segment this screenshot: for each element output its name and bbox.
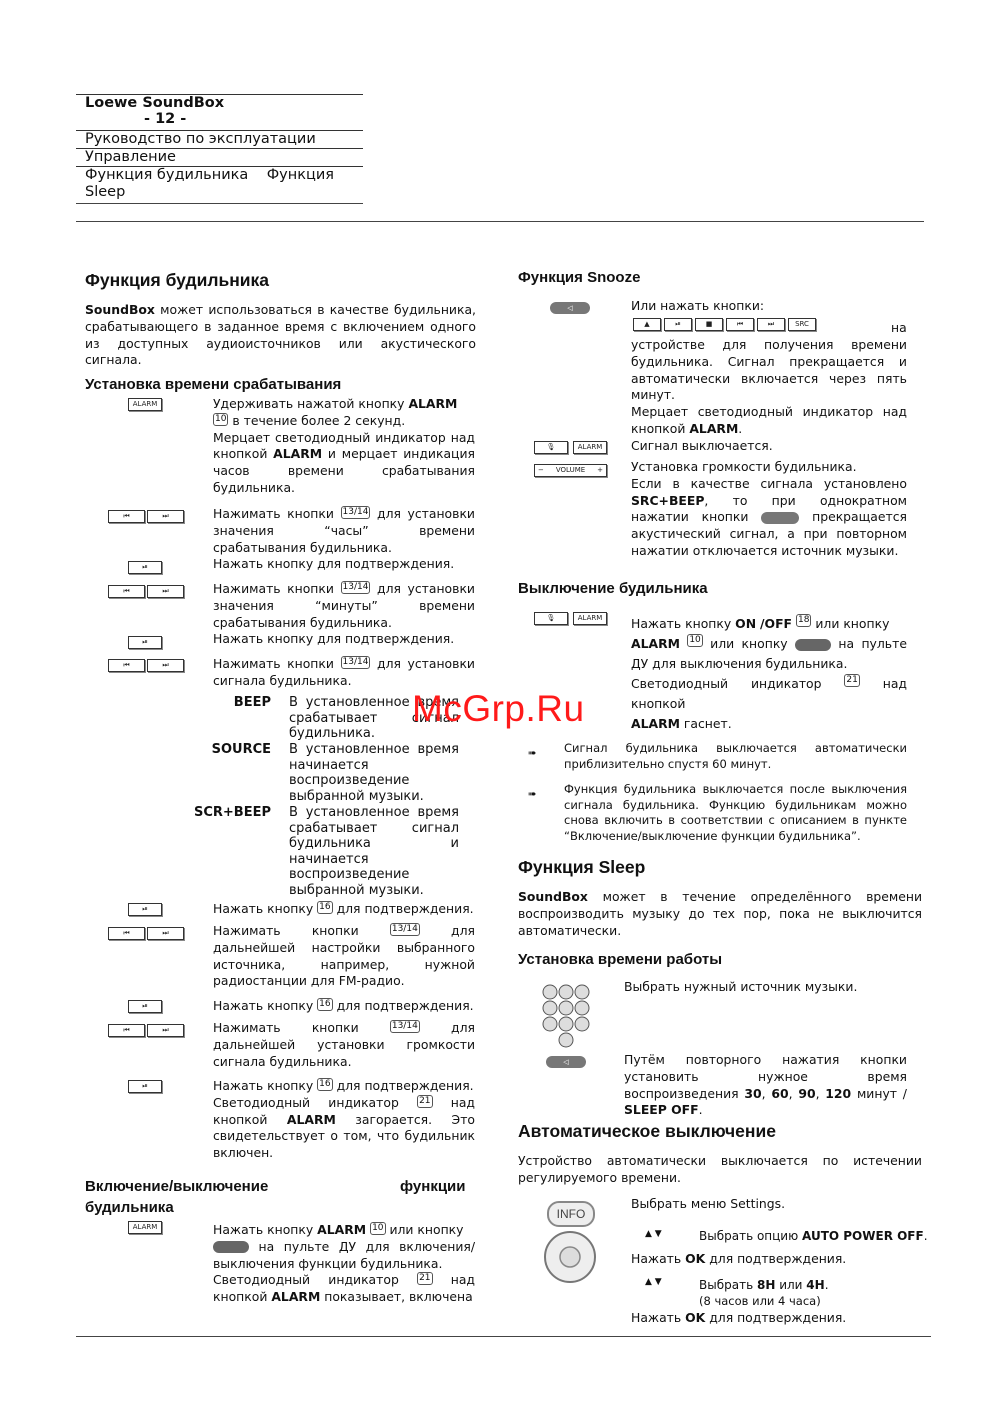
option-beep-label: BEEP — [233, 695, 271, 710]
step-6-text: Нажимать кнопки 13/14 для дальнейшей настройки выбранного источника, например, нужной радиостанции для FM-радио. — [213, 923, 475, 989]
onoff-title-b: функции — [400, 1178, 466, 1195]
sleep-b: Путём повторного нажатия кнопки установить нужное время воспроизведения 30, 60, 90, 120 минут / SLEEP OFF. — [624, 1052, 907, 1118]
step-8-text: Нажимать кнопки 13/14 для дальнейшей установки громкости сигнала будильника. — [213, 1020, 475, 1069]
step-7-text: Нажать кнопку 16 для подтверждения. — [213, 998, 474, 1013]
auto-k: (8 часов или 4 часа) — [699, 1294, 821, 1308]
mic-button-icon: 🎙 — [534, 441, 568, 454]
snooze-button-icon — [761, 512, 799, 524]
note-arrow-icon: ➠ — [528, 748, 537, 759]
onoff-title-c: будильника — [85, 1199, 174, 1216]
play-button-icon: ⏯ — [128, 1000, 162, 1013]
prev-button-icon: ⏮ — [108, 927, 145, 940]
prev-button-icon: ⏮ — [726, 318, 754, 331]
onoff-text: Нажать кнопку ALARM 10 или кнопку на пульте ДУ для включения/ выключения функции будильника. Светодиодный индикатор 21 над кнопкой ALARM показывает, включена — [213, 1222, 475, 1305]
prev-button-icon: ⏮ — [108, 659, 145, 672]
snooze-f: Сигнал выключается. — [631, 438, 773, 453]
step-2-text: Нажимать кнопки 13/14 для установки значения “часы” времени срабатывания будильника. — [213, 506, 475, 555]
up-down-arrows-icon: ▲ ▼ — [645, 1229, 662, 1239]
keypad-icon — [540, 982, 592, 1048]
sleep-a: Выбрать нужный источник музыки. — [624, 979, 858, 994]
option-source-desc: В установленное время начинается воспроизведение выбранной музыки. — [289, 742, 459, 804]
alarm-off-title: Выключение будильника — [518, 580, 708, 597]
next-button-icon: ⏭ — [147, 927, 184, 940]
note-2: Функция будильника выключается после выключения сигнала будильника. Функцию будильникам можно снова включить в соответствии с описанием в пункте “Включение/выключение функции будильника”. — [564, 782, 907, 843]
auto-off-intro: Устройство автоматически выключается по истечении регулируемого времени. — [518, 1153, 922, 1185]
option-beep-desc: В установленное время срабатывает сигнал будильника. — [289, 695, 459, 742]
step-3-confirm: Нажать кнопку для подтверждения. — [213, 631, 455, 646]
mic-button-icon: 🎙 — [534, 612, 568, 625]
snooze-button-icon: ◁ — [550, 302, 590, 314]
onoff-title-a: Включение/выключение — [85, 1178, 269, 1195]
play-button-icon: ⏯ — [128, 636, 162, 649]
auto-d: Нажать OK для подтверждения. — [631, 1251, 847, 1266]
option-source-label: SOURCE — [211, 742, 271, 757]
auto-l: Нажать OK для подтверждения. — [631, 1310, 847, 1325]
alarm-button-icon: ALARM — [128, 1221, 162, 1234]
watermark: McGrp.Ru — [412, 688, 585, 729]
option-scr-beep-desc: В установленное время срабатывает сигнал будильника и начинается воспроизведение выбранной музыки. — [289, 805, 459, 898]
header-page: - 12 - — [144, 111, 187, 127]
navigation-ring-icon — [543, 1230, 597, 1284]
step-4-text: Нажимать кнопки 13/14 для установки сигнала будильника. — [213, 656, 475, 688]
note-1: Сигнал будильника выключается автоматически приблизительно спустя 60 минут. — [564, 741, 907, 771]
auto-b: Выбрать опцию AUTO POWER OFF. — [699, 1229, 928, 1243]
auto-off-title: Автоматическое выключение — [518, 1121, 776, 1141]
next-button-icon: ⏭ — [147, 659, 184, 672]
prev-button-icon: ⏮ — [108, 585, 145, 598]
header-section: Управление — [76, 148, 363, 166]
top-divider — [76, 221, 924, 222]
play-button-icon: ⏯ — [664, 318, 692, 331]
alarm-off-text: Нажать кнопку ON /OFF 18 или кнопку ALARM 10 или кнопку на пульте ДУ для выключения будильника. Светодиодный индикатор 21 над кнопкой ALARM гаснет. — [631, 615, 907, 731]
sleep-intro: SoundBox может в течение определённого времени воспроизводить музыку до тех пор, пока не выключится автоматически. — [518, 889, 922, 938]
alarm-button-icon: ALARM — [128, 398, 162, 411]
prev-button-icon: ⏮ — [108, 510, 145, 523]
alarm-intro: SoundBox может использоваться в качестве будильника, срабатывающего в заданное время с включением одного из доступных аудиоисточников или акустического сигнала. — [85, 302, 476, 368]
snooze-title: Функция Snooze — [518, 269, 641, 286]
bottom-divider — [76, 1336, 931, 1337]
snooze-a: Или нажать кнопки: — [631, 298, 765, 313]
sleep-set-title: Установка времени работы — [518, 951, 723, 968]
step-3-text: Нажимать кнопки 13/14 для установки значения “минуты” времени срабатывания будильника. — [213, 581, 475, 630]
src-button-icon: SRC — [788, 318, 816, 331]
play-button-icon: ⏯ — [128, 1080, 162, 1093]
option-scr-beep-label: SCR+BEEP — [193, 805, 271, 820]
remote-alarm-icon — [795, 639, 831, 651]
alarm-title: Функция будильника — [85, 270, 270, 290]
header-brand: Loewe SoundBox — [85, 95, 225, 111]
volume-button-icon: − VOLUME + — [534, 464, 607, 477]
header-manual: Руководство по эксплуатации — [76, 130, 363, 148]
info-button-icon: INFO — [547, 1201, 595, 1227]
auto-g: Выбрать 8H или 4H. — [699, 1278, 829, 1292]
set-time-title: Установка времени срабатывания — [85, 376, 342, 393]
volume-text: Установка громкости будильника. Если в качестве сигнала установлено SRC+BEEP, то при однократном нажатии кнопки прекращается акустический сигнал, а при повторном нажатии отключается источник музыки. — [631, 459, 908, 558]
snooze-c: устройстве для получения времени будильника. Сигнал прекращается и автоматически включается через пять минут. Мерцает светодиодный индикатор над кнопкой ALARM. — [631, 337, 907, 436]
sleep-title: Функция Sleep — [518, 857, 646, 877]
step-9-text: Нажать кнопку 16 для подтверждения. Светодиодный индикатор 21 над кнопкой ALARM загорается. Это свидетельствует о том, что будильник включен. — [213, 1078, 476, 1161]
next-button-icon: ⏭ — [147, 1024, 184, 1037]
eject-button-icon: ▲ — [633, 318, 661, 331]
next-button-icon: ⏭ — [147, 585, 184, 598]
remote-alarm-icon — [213, 1241, 249, 1253]
auto-a: Выбрать меню Settings. — [631, 1196, 786, 1211]
step-5-text: Нажать кнопку 16 для подтверждения. — [213, 901, 474, 916]
alarm-button-icon: ALARM — [573, 441, 607, 454]
snooze-button-icon: ◁ — [546, 1056, 586, 1068]
step-2-confirm: Нажать кнопку для подтверждения. — [213, 556, 455, 571]
note-arrow-icon: ➠ — [528, 789, 537, 800]
snooze-b: на — [891, 320, 907, 335]
stop-button-icon: ■ — [695, 318, 723, 331]
prev-button-icon: ⏮ — [108, 1024, 145, 1037]
header-brand-row — [76, 94, 363, 112]
step-1-text: Удерживать нажатой кнопку ALARM 10 в течение более 2 секунд. Мерцает светодиодный индикатор над кнопкой ALARM и мерцает индикация часов времени срабатывания будильника. — [213, 396, 475, 495]
next-button-icon: ⏭ — [757, 318, 785, 331]
play-button-icon: ⏯ — [128, 903, 162, 916]
up-down-arrows-icon: ▲ ▼ — [645, 1277, 662, 1287]
header-subsection: Функция будильника Функция Sleep — [76, 166, 363, 201]
alarm-button-icon: ALARM — [573, 612, 607, 625]
next-button-icon: ⏭ — [147, 510, 184, 523]
play-button-icon: ⏯ — [128, 561, 162, 574]
header-bottom-rule — [76, 203, 363, 204]
